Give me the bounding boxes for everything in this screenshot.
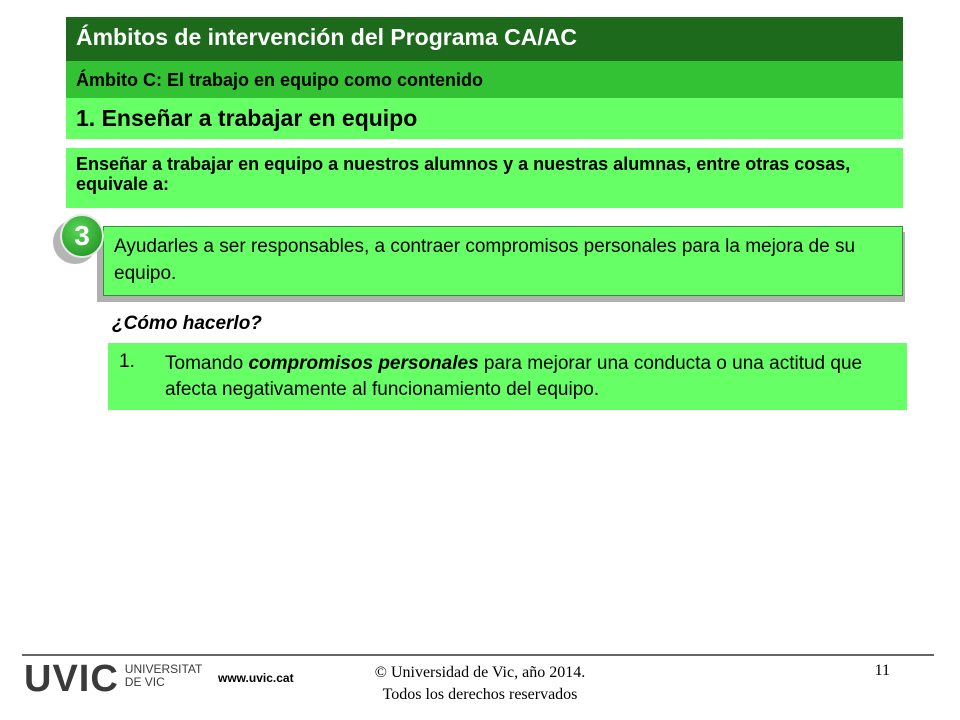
subtitle-bar	[66, 61, 903, 98]
uvic-logo	[24, 658, 202, 701]
logo-line-2: DE VIC	[124, 675, 165, 689]
slide-title: Ámbitos de intervención del Programa CA/AC	[76, 24, 577, 50]
step-text	[165, 351, 895, 403]
copyright-line-1: © Universidad de Vic, año 2014.	[374, 664, 586, 681]
point-box	[103, 226, 903, 296]
number-badge: 3	[60, 214, 104, 258]
how-label: ¿Cómo hacerlo?	[112, 313, 262, 334]
intro-text: Enseñar a trabajar en equipo a nuestros alumnos y a nuestras alumnas, entre otras cosas, equivale a:	[76, 154, 851, 194]
step-number: 1.	[119, 351, 135, 372]
logo-subtext	[125, 663, 203, 689]
copyright-line-2: Todos los derechos reservados	[382, 686, 578, 703]
step-text-after: para mejorar una conducta o una actitud que afecta negativamente al funcionamiento del equipo.	[165, 353, 863, 400]
steps-box	[108, 343, 907, 410]
logo-line-1: UNIVERSITAT	[124, 662, 203, 676]
copyright	[330, 662, 630, 706]
section-bar	[66, 98, 903, 139]
intro-box	[66, 148, 903, 208]
website-link[interactable]: www.uvic.cat	[218, 671, 294, 685]
footer-divider	[22, 654, 934, 656]
section-heading: 1. Enseñar a trabajar en equipo	[76, 105, 418, 131]
slide-subtitle: Ámbito C: El trabajo en equipo como contenido	[76, 70, 484, 90]
page-number: 11	[874, 662, 890, 679]
logo-main: UVIC	[24, 658, 119, 700]
title-bar	[66, 17, 903, 61]
step-emphasis: compromisos personales	[248, 353, 479, 374]
step-text-before: Tomando	[165, 353, 249, 374]
point-text: Ayudarles a ser responsables, a contraer compromisos personales para la mejora de su equipo.	[114, 236, 856, 284]
